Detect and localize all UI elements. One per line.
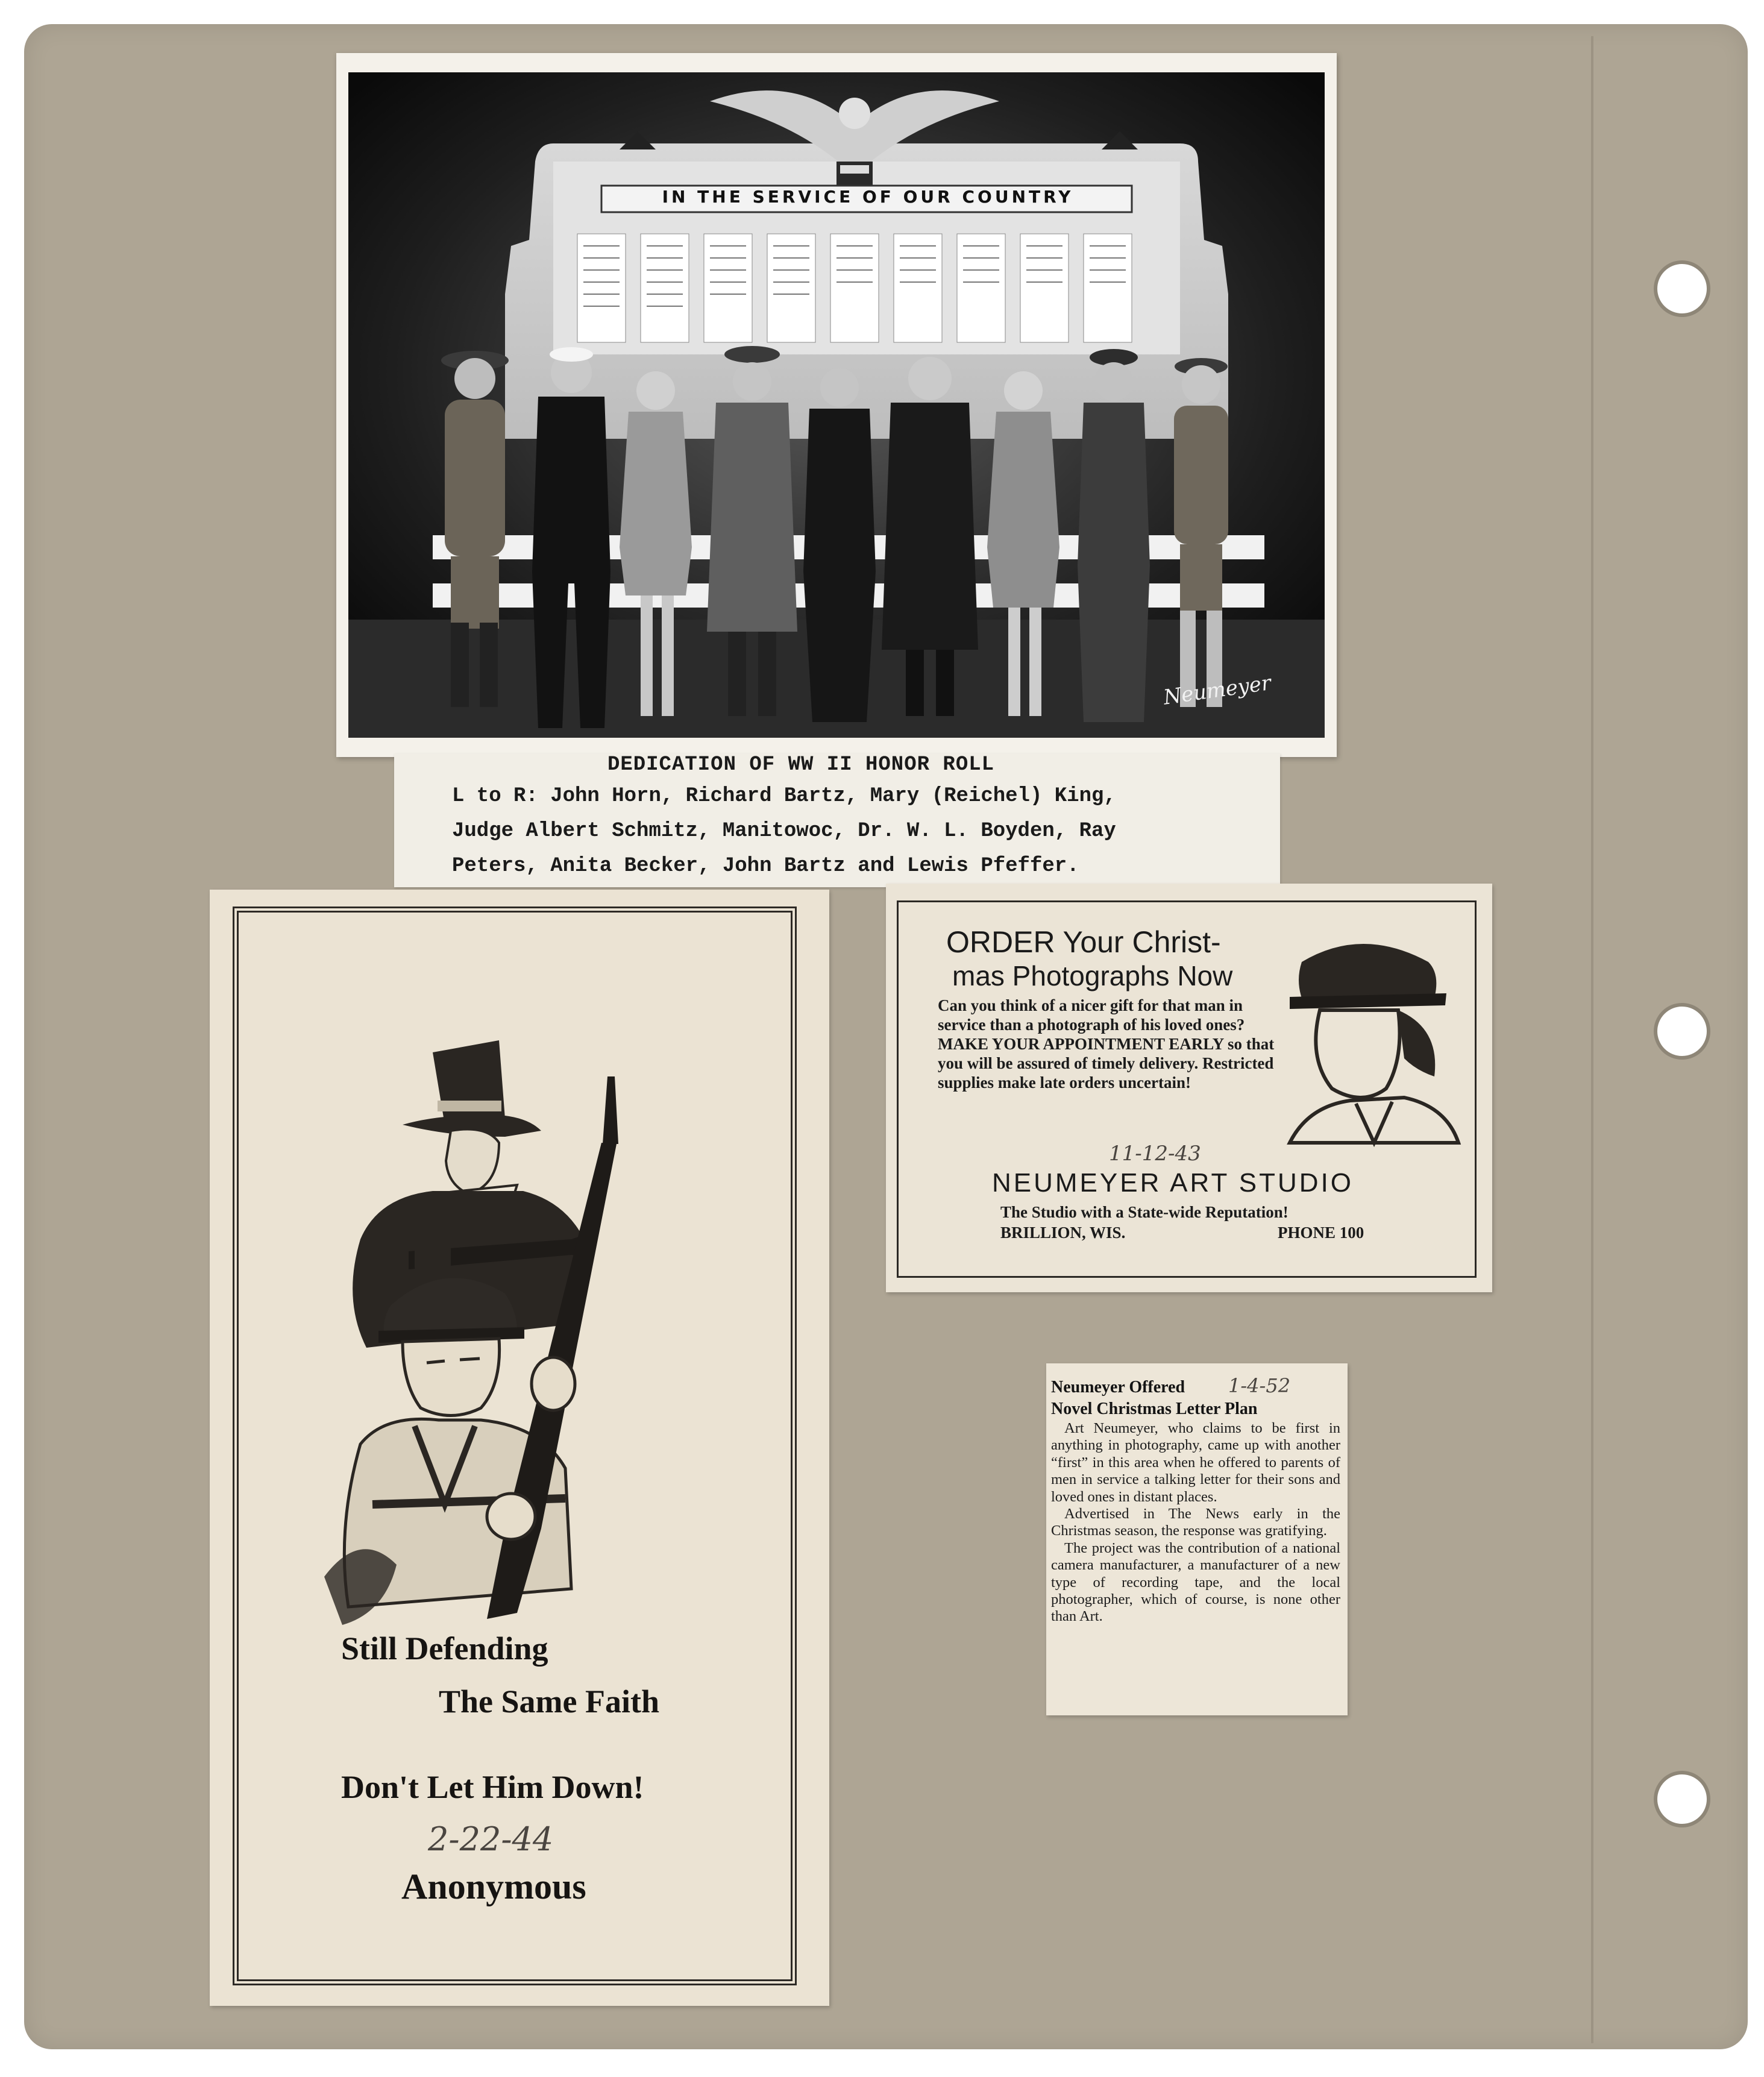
slogan-line-2: The Same Faith bbox=[439, 1683, 660, 1720]
slogan-line-1: Still Defending bbox=[341, 1630, 548, 1667]
studio-city: BRILLION, WIS. bbox=[1000, 1224, 1126, 1242]
caption-line-3: Peters, Anita Becker, John Bartz and Lewis Pfeffer. bbox=[452, 855, 1079, 878]
studio-name: NEUMEYER ART STUDIO bbox=[992, 1168, 1354, 1198]
caption-line-2: Judge Albert Schmitz, Manitowoc, Dr. W. L. Boyden, Ray bbox=[452, 820, 1116, 843]
pilgrim-and-soldier-illustration bbox=[288, 986, 746, 1649]
honor-roll-banner-text: IN THE SERVICE OF OUR COUNTRY bbox=[662, 187, 1074, 207]
clipping-paragraph: Art Neumeyer, who claims to be first in anything in photography, came up with another “first” in this area when he offered to parents of men in service a talking letter for their sons and loved ones in distant places. bbox=[1051, 1420, 1340, 1505]
clipping-handwritten-date: 1-4-52 bbox=[1228, 1374, 1291, 1397]
punch-hole-middle bbox=[1654, 1003, 1710, 1060]
slogan-line-3: Don't Let Him Down! bbox=[341, 1769, 644, 1805]
patriotic-advertisement bbox=[210, 890, 829, 2006]
page-fold-line bbox=[1591, 36, 1593, 2043]
studio-tagline: The Studio with a State-wide Reputation! bbox=[1000, 1203, 1288, 1221]
honor-roll-photograph bbox=[336, 53, 1337, 757]
clipping-paragraph: Advertised in The News early in the Christmas season, the response was gratifying. bbox=[1051, 1506, 1340, 1539]
news-clipping bbox=[1046, 1363, 1348, 1715]
punch-hole-top bbox=[1654, 260, 1710, 317]
clipping-headline-2: Novel Christmas Letter Plan bbox=[1051, 1400, 1258, 1418]
photo-image bbox=[336, 53, 1337, 757]
photo-caption bbox=[394, 753, 1280, 887]
clipping-article-body bbox=[1051, 1420, 1340, 1626]
ad-heading-line-1: ORDER Your Christ- bbox=[946, 925, 1221, 959]
caption-title: DEDICATION OF WW II HONOR ROLL bbox=[607, 753, 995, 776]
punch-hole-bottom bbox=[1654, 1771, 1710, 1827]
studio-advertisement bbox=[886, 884, 1492, 1292]
clipping-headline-1: Neumeyer Offered bbox=[1051, 1378, 1185, 1397]
woman-portrait-illustration bbox=[1266, 926, 1464, 1149]
ad-handwritten-date: 11-12-43 bbox=[1109, 1142, 1201, 1166]
sponsor-signature: Anonymous bbox=[401, 1867, 586, 1906]
photographer-signature: Neumeyer bbox=[1162, 670, 1273, 710]
ad-heading-line-2: mas Photographs Now bbox=[952, 960, 1233, 991]
handwritten-date: 2-22-44 bbox=[428, 1820, 554, 1858]
clipping-paragraph: The project was the contribution of a national camera manufacturer, a manufacturer of a new type of recording tape, and the local photographer, which of course, is none other than Art. bbox=[1051, 1539, 1340, 1625]
ad-body-text: Can you think of a nicer gift for that man in service than a photograph of his loved ones? MAKE YOUR APPOINTMENT EARLY so that you will be assured of timely delivery. Restricted supplies make late orders uncertain! bbox=[938, 996, 1275, 1092]
caption-line-1: L to R: John Horn, Richard Bartz, Mary (Reichel) King, bbox=[452, 785, 1116, 808]
studio-phone: PHONE 100 bbox=[1278, 1224, 1364, 1242]
